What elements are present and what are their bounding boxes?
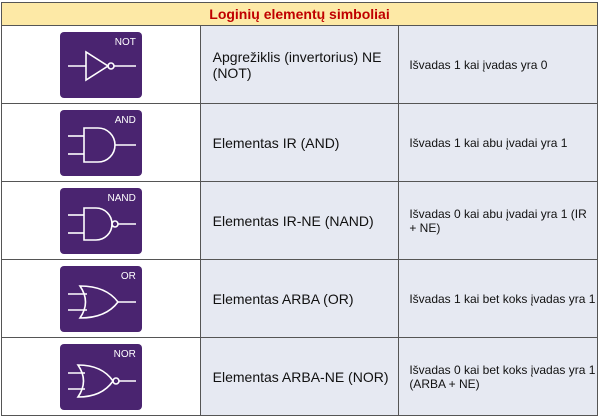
gate-tag: AND xyxy=(114,114,136,126)
gate-tag: NAND xyxy=(107,192,136,204)
table-row-or xyxy=(2,260,598,338)
gate-name: Elementas IR-NE (NAND) xyxy=(200,182,399,260)
gate-description: Išvadas 0 kai abu įvadai yra 1 (IR + NE) xyxy=(399,182,598,260)
table-row-nand xyxy=(2,182,598,260)
or-gate-icon xyxy=(60,266,142,332)
gate-name: Elementas IR (AND) xyxy=(200,104,399,182)
logic-gates-table xyxy=(1,2,598,416)
gate-tag: OR xyxy=(120,270,136,282)
table-title: Loginių elementų simboliai xyxy=(2,3,598,26)
gate-tag: NOR xyxy=(113,348,136,360)
gate-description: Išvadas 0 kai bet koks įvadas yra 1 (ARBA + NE) xyxy=(399,338,598,416)
gate-name: Elementas ARBA-NE (NOR) xyxy=(200,338,399,416)
gate-tag: NOT xyxy=(114,36,136,48)
table-row-nor xyxy=(2,338,598,416)
nor-gate-icon xyxy=(60,344,142,410)
table-row-and xyxy=(2,104,598,182)
not-gate-icon xyxy=(60,32,142,98)
nand-gate-icon xyxy=(60,188,142,254)
table-row-not xyxy=(2,26,598,104)
gate-description: Išvadas 1 kai įvadas yra 0 xyxy=(399,26,598,104)
gate-description: Išvadas 1 kai abu įvadai yra 1 xyxy=(399,104,598,182)
gate-name: Apgrežiklis (invertorius) NE (NOT) xyxy=(200,26,399,104)
gate-name: Elementas ARBA (OR) xyxy=(200,260,399,338)
and-gate-icon xyxy=(60,110,142,176)
gate-description: Išvadas 1 kai bet koks įvadas yra 1 xyxy=(399,260,598,338)
